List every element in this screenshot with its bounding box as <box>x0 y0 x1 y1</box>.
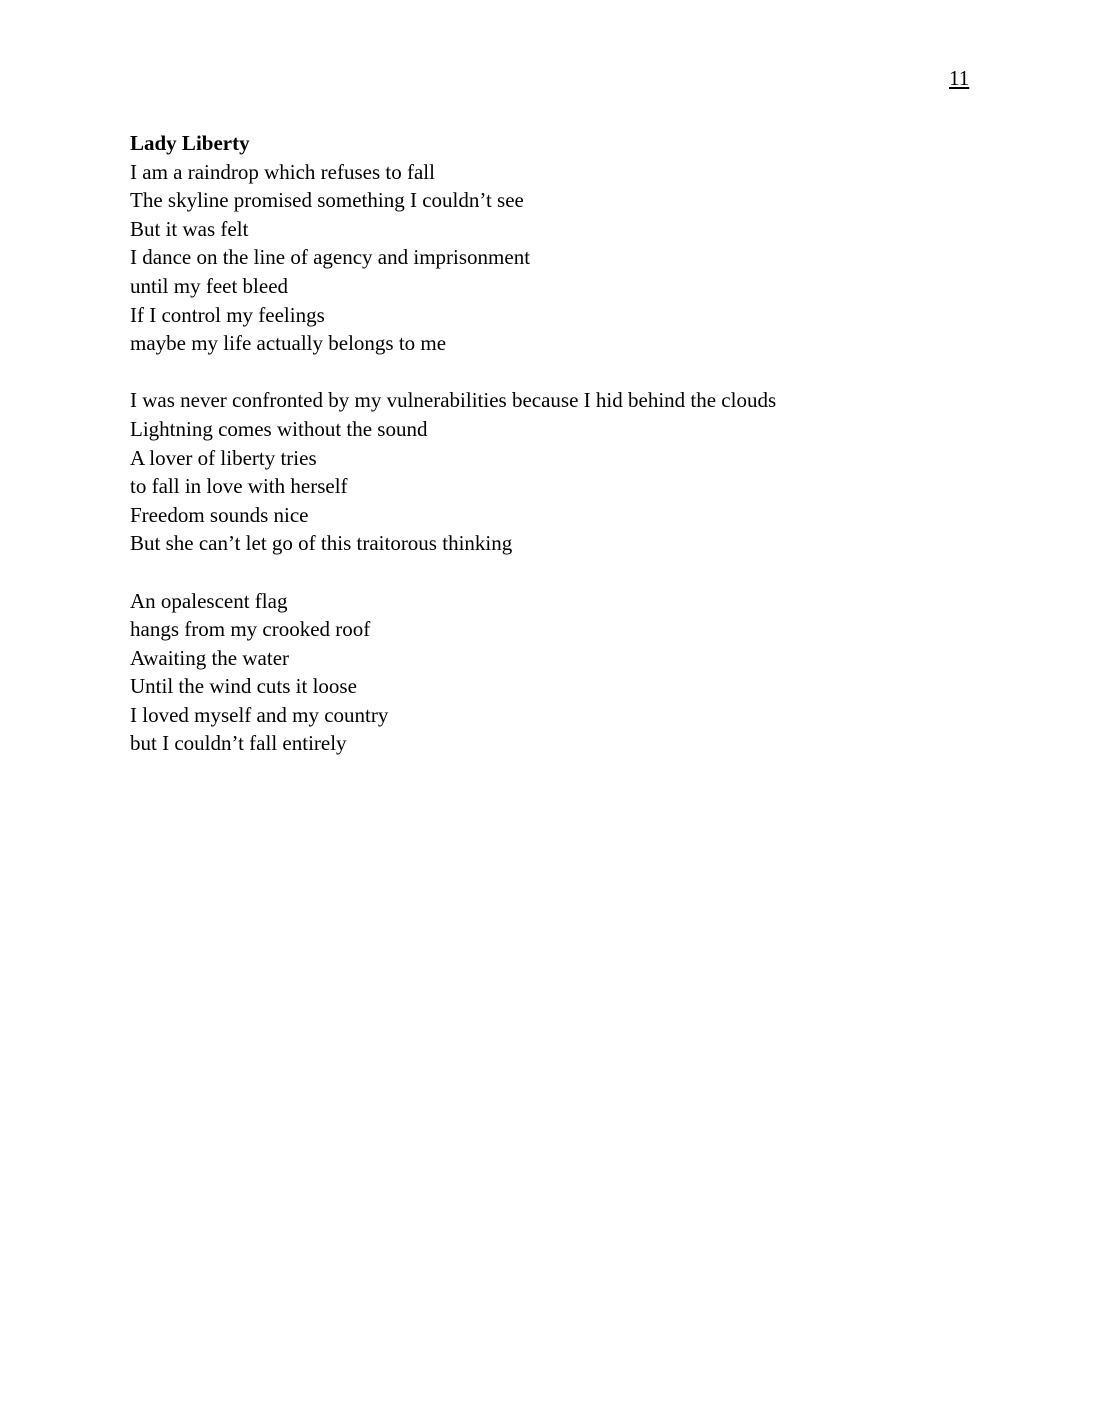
poem-line: but I couldn’t fall entirely <box>130 731 347 756</box>
page-number: 11 <box>949 66 970 90</box>
poem-line: hangs from my crooked roof <box>130 617 371 642</box>
poem-line: If I control my feelings <box>130 302 325 327</box>
poem-line: to fall in love with herself <box>130 474 348 499</box>
poem-line: But it was felt <box>130 216 249 241</box>
poem-line: Freedom sounds nice <box>130 502 309 527</box>
poem-line: Awaiting the water <box>130 645 290 670</box>
poem-line: I loved myself and my country <box>130 702 389 727</box>
poem-line: Lightning comes without the sound <box>130 416 428 441</box>
poem-line: I was never confronted by my vulnerabilities because I hid behind the clouds <box>130 388 777 413</box>
poem-line: I dance on the line of agency and imprisonment <box>130 245 531 270</box>
poem-line: A lover of liberty tries <box>130 445 317 470</box>
poem-line: The skyline promised something I couldn’t see <box>130 188 524 213</box>
stanza-1 <box>130 158 1030 358</box>
poem-line: But she can’t let go of this traitorous thinking <box>130 531 513 556</box>
stanza-3 <box>130 587 1030 759</box>
poem-line: Until the wind cuts it loose <box>130 674 357 699</box>
poem-title: Lady Liberty <box>130 131 250 155</box>
poem-line: until my feet bleed <box>130 273 289 298</box>
poem-line: maybe my life actually belongs to me <box>130 331 447 356</box>
poem-line: An opalescent flag <box>130 588 288 613</box>
poem-line: I am a raindrop which refuses to fall <box>130 159 435 184</box>
poem <box>130 129 1030 758</box>
stanza-2 <box>130 386 1030 558</box>
